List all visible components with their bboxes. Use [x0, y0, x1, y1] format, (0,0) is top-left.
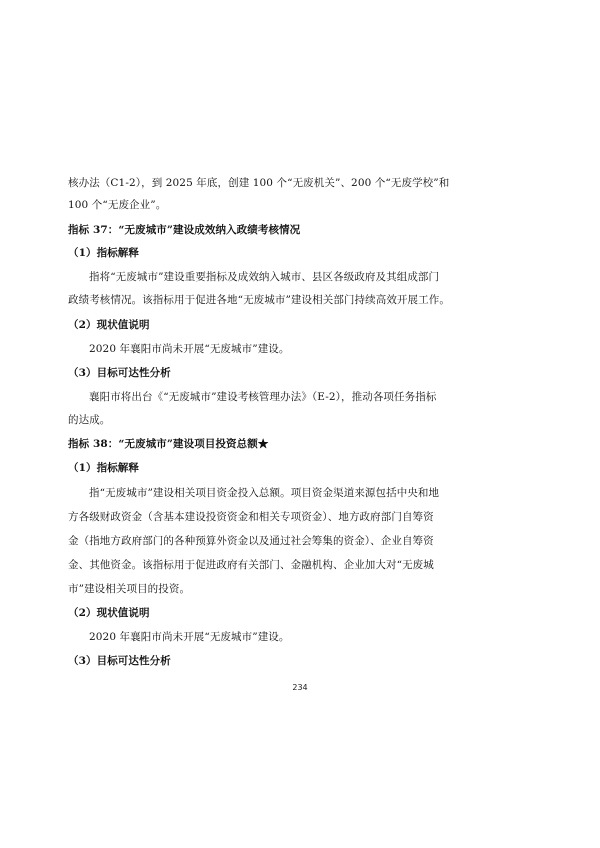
paragraph-line: 襄阳市将出台《“无废城市”建设考核管理办法》（E-2），推动各项任务指标: [89, 391, 437, 403]
section-heading-indicator-37: 指标 37：“无废城市”建设成效纳入政绩考核情况: [68, 224, 301, 236]
paragraph-line: 金（指地方政府部门的各种预算外资金以及通过社会筹集的资金）、企业自筹资: [68, 535, 434, 547]
section-heading-indicator-38: 指标 38：“无废城市”建设项目投资总额★: [68, 438, 269, 450]
paragraph-line: 核办法（C1-2），到 2025 年底，创建 100 个“无废机关”、200 个“无废学校”和: [68, 177, 450, 189]
page-number: 234: [292, 683, 308, 692]
paragraph-line: 的达成。: [68, 414, 111, 426]
paragraph-line: 方各级财政资金（含基本建设投资资金和相关专项资金）、地方政府部门自筹资: [68, 511, 434, 523]
subheading-target-feasibility: （3）目标可达性分析: [68, 655, 171, 667]
paragraph-line: 政绩考核情况。该指标用于促进各地“无废城市”建设相关部门持续高效开展工作。: [68, 294, 450, 306]
subheading-current-value: （2）现状值说明: [68, 607, 150, 619]
subheading-indicator-explanation: （1）指标解释: [68, 247, 140, 259]
subheading-current-value: （2）现状值说明: [68, 319, 150, 331]
paragraph-line: 2020 年襄阳市尚未开展“无废城市”建设。: [89, 631, 290, 643]
paragraph-line: 指将“无废城市”建设重要指标及成效纳入城市、县区各级政府及其组成部门: [89, 271, 440, 283]
paragraph-line: 100 个“无废企业”。: [68, 199, 167, 211]
paragraph-line: 金、其他资金。该指标用于促进政府有关部门、金融机构、企业加大对“无废城: [68, 559, 434, 571]
subheading-indicator-explanation: （1）指标解释: [68, 462, 140, 474]
paragraph-line: 市”建设相关项目的投资。: [68, 583, 191, 595]
paragraph-line: 指“无废城市”建设相关项目资金投入总额。项目资金渠道来源包括中央和地: [89, 487, 440, 499]
subheading-target-feasibility: （3）目标可达性分析: [68, 367, 171, 379]
paragraph-line: 2020 年襄阳市尚未开展“无废城市”建设。: [89, 343, 290, 355]
